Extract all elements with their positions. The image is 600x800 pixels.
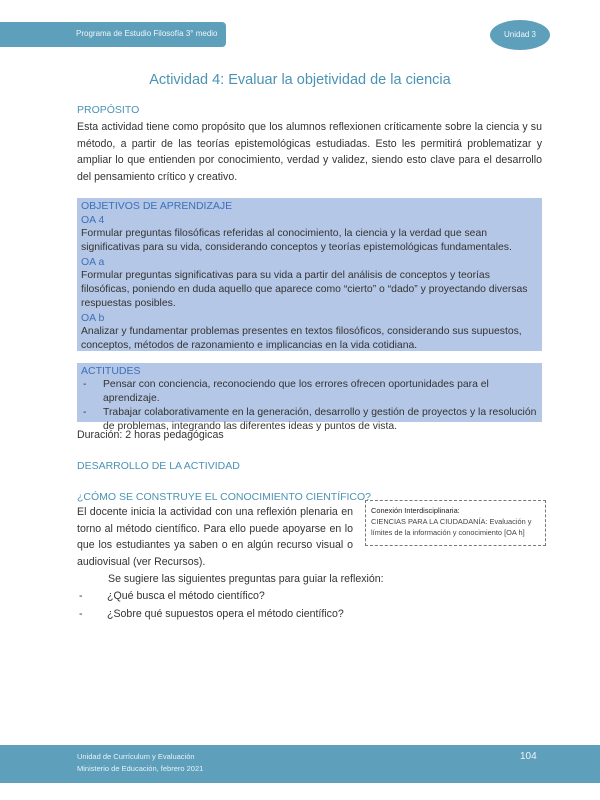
suggestion-text: Se sugiere las siguientes preguntas para guiar la reflexión: [108, 573, 384, 585]
objectives-box [77, 198, 542, 351]
bullet-dash: - [83, 379, 87, 390]
page-number: 104 [520, 751, 537, 762]
footer-ministry: Ministerio de Educación, febrero 2021 [77, 764, 204, 773]
objective-code: OA b [81, 312, 105, 324]
page-footer [0, 745, 600, 783]
purpose-heading: PROPÓSITO [77, 104, 140, 116]
connection-label: Conexión Interdisciplinaria: [371, 506, 460, 515]
objective-text: Formular preguntas significativas para su vida a partir del análisis de conceptos y teorías filosóficas, poniendo en duda aquello que aparece como “cierto” o “dado” y proyectando diversas respuestas posibles. [81, 270, 528, 309]
objective-text: Formular preguntas filosóficas referidas al conocimiento, la ciencia y la verdad que sean significativas para su vida, considerando conceptos y teorías epistemológicas fundamentales. [81, 228, 512, 253]
purpose-text: Esta actividad tiene como propósito que los alumnos reflexionen críticamente sobre la ciencia y su método, a partir de las teorías epistemológicas estudiadas. Esto les permitirá problematizar y ampliar lo que entienden por conocimiento, verdad y validez, siendo esto clave para el desarrollo del pensamiento crítico y creativo. [77, 121, 542, 183]
attitude-text: Pensar con conciencia, reconociendo que los errores ofrecen oportunidades para el aprendizaje. [103, 379, 489, 404]
unit-badge: Unidad 3 [490, 20, 550, 50]
bullet-dash: - [83, 407, 87, 418]
program-header-bar [0, 22, 226, 47]
duration-text: Duración: 2 horas pedagógicas [77, 429, 224, 441]
objectives-heading: OBJETIVOS DE APRENDIZAJE [81, 200, 233, 212]
question-item [77, 587, 344, 605]
footer-unit: Unidad de Currículum y Evaluación [77, 752, 195, 761]
bullet-dash: - [79, 590, 83, 602]
attitude-item [77, 378, 542, 406]
objective-text: Analizar y fundamentar problemas presentes en textos filosóficos, considerando sus supuestos, conceptos, métodos de razonamiento e implicancias en la vida cotidiana. [81, 326, 522, 351]
questions-list [77, 587, 344, 623]
program-title: Programa de Estudio Filosofía 3° medio [76, 29, 218, 38]
objective-code: OA 4 [81, 214, 105, 226]
attitudes-box [77, 363, 542, 432]
development-intro: El docente inicia la actividad con una reflexión plenaria en torno al método científico. Para ello puede apoyarse en lo que los estudiantes ya saben o en algún recurso visual o audiovisual (ver Recursos). [77, 506, 353, 568]
interdisciplinary-connection-box [365, 500, 546, 546]
development-heading: DESARROLLO DE LA ACTIVIDAD [77, 460, 240, 472]
connection-text: CIENCIAS PARA LA CIUDADANÍA: Evaluación y límites de la información y conocimiento [OA h] [371, 517, 532, 537]
bullet-dash: - [79, 608, 83, 620]
objective-code: OA a [81, 256, 105, 268]
attitudes-heading: ACTITUDES [81, 365, 141, 377]
question-item [77, 605, 344, 623]
development-subheading: ¿CÓMO SE CONSTRUYE EL CONOCIMIENTO CIENTÍFICO? [77, 491, 372, 503]
activity-title: Actividad 4: Evaluar la objetividad de la ciencia [149, 72, 451, 88]
attitude-text: Trabajar colaborativamente en la generación, desarrollo y gestión de proyectos y la resolución de problemas, integrando las diferentes ideas y puntos de vista. [103, 407, 537, 432]
question-text: ¿Sobre qué supuestos opera el método científico? [107, 608, 344, 620]
question-text: ¿Qué busca el método científico? [107, 590, 265, 602]
